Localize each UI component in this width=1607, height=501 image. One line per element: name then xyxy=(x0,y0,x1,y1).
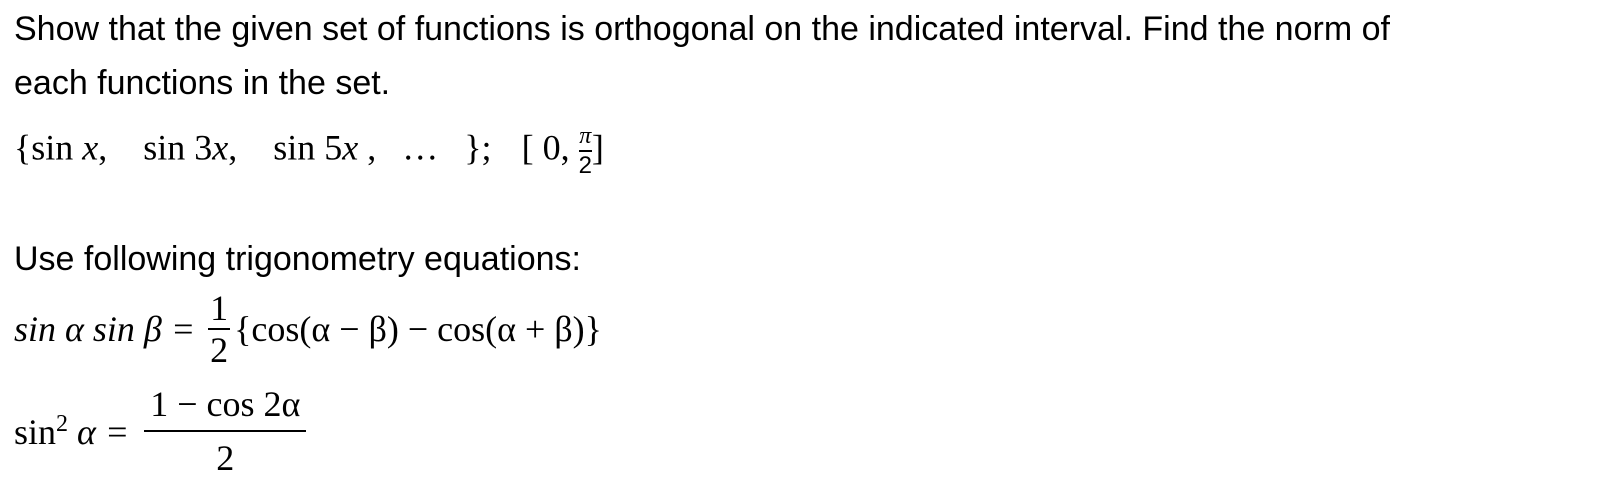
interval-fraction xyxy=(579,124,592,178)
identity-product-to-sum xyxy=(14,290,602,368)
identity-sin-squared xyxy=(14,386,306,476)
interval-num: π xyxy=(579,123,592,149)
eq1-lhs: sin α sin β = xyxy=(14,309,196,349)
f3-arg: x xyxy=(342,127,359,168)
function-set: {sin x, sin 3x, sin 5x , … }; [ 0, $\frac{\pi}{2}$ ] xyxy=(14,123,604,179)
eq1-frac-num: 1 xyxy=(210,288,229,328)
f1-arg: x xyxy=(82,127,99,168)
f3-fn: sin xyxy=(273,127,316,168)
interval-start: 0, xyxy=(542,127,570,168)
eq1-frac-den: 2 xyxy=(210,330,229,370)
f2-coef: 3 xyxy=(194,127,213,168)
f2-arg: x xyxy=(212,127,229,168)
problem-line-2: each functions in the set. xyxy=(14,64,391,102)
set-close: }; xyxy=(464,127,492,168)
eq2-lhs-exp: 2 xyxy=(56,411,69,437)
eq2-frac-den: 2 xyxy=(216,438,235,478)
interval-close: ] xyxy=(591,127,604,168)
eq2-fraction xyxy=(144,386,306,476)
eq2-frac-num: 1 − cos 2α xyxy=(150,384,301,424)
eq1-rhs: {cos(α − β) − cos(α + β)} xyxy=(234,309,602,349)
f2-fn: sin xyxy=(143,127,186,168)
hint-heading: Use following trigonometry equations: xyxy=(14,240,581,278)
eq1-fraction xyxy=(208,290,230,368)
f3-coef: 5 xyxy=(324,127,343,168)
eq2-lhs-var: α = xyxy=(77,412,130,452)
ellipsis: … xyxy=(402,127,439,168)
interval-den: 2 xyxy=(578,152,592,179)
problem-line-1: Show that the given set of functions is orthogonal on the indicated interval. Find the norm of xyxy=(14,10,1390,48)
open-brace: { xyxy=(14,127,32,168)
f1-fn: sin xyxy=(31,127,74,168)
interval-open: [ xyxy=(521,127,534,168)
eq2-lhs-base: sin xyxy=(14,412,57,452)
